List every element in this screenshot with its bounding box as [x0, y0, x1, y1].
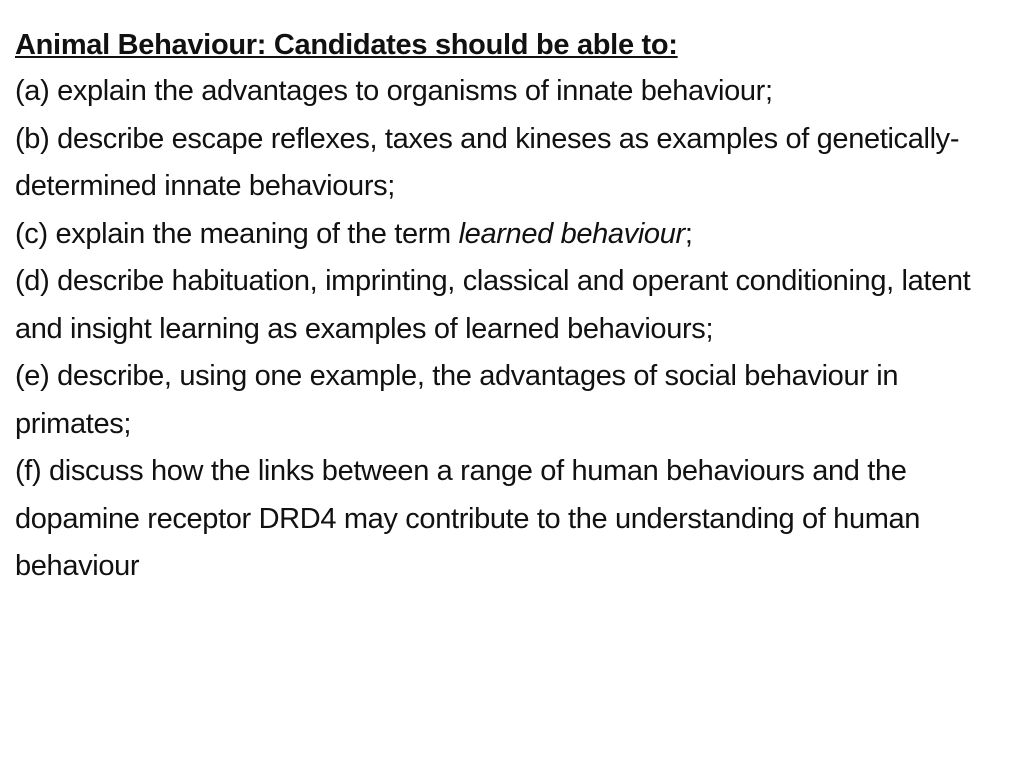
slide-heading: Animal Behaviour: Candidates should be able to:	[15, 29, 678, 61]
objective-c-term: learned behaviour	[458, 217, 685, 250]
objective-c-suffix: ;	[684, 217, 693, 250]
objective-c-prefix: (c) explain the meaning of the term	[15, 217, 459, 250]
objectives-list	[15, 68, 1012, 591]
objective-e: (e) describe, using one example, the advantages of social behaviour in primates;	[15, 360, 899, 440]
objective-f: (f) discuss how the links between a range of human behaviours and the dopamine receptor DRD4 may contribute to the understanding of human behaviour	[15, 455, 921, 582]
objective-a: (a) explain the advantages to organisms of innate behaviour;	[15, 75, 773, 107]
objective-b: (b) describe escape reflexes, taxes and kineses as examples of genetically-determined innate behaviours;	[15, 122, 960, 202]
objective-c	[15, 211, 1012, 259]
objective-d: (d) describe habituation, imprinting, classical and operant conditioning, latent and insight learning as examples of learned behaviours;	[15, 265, 971, 345]
